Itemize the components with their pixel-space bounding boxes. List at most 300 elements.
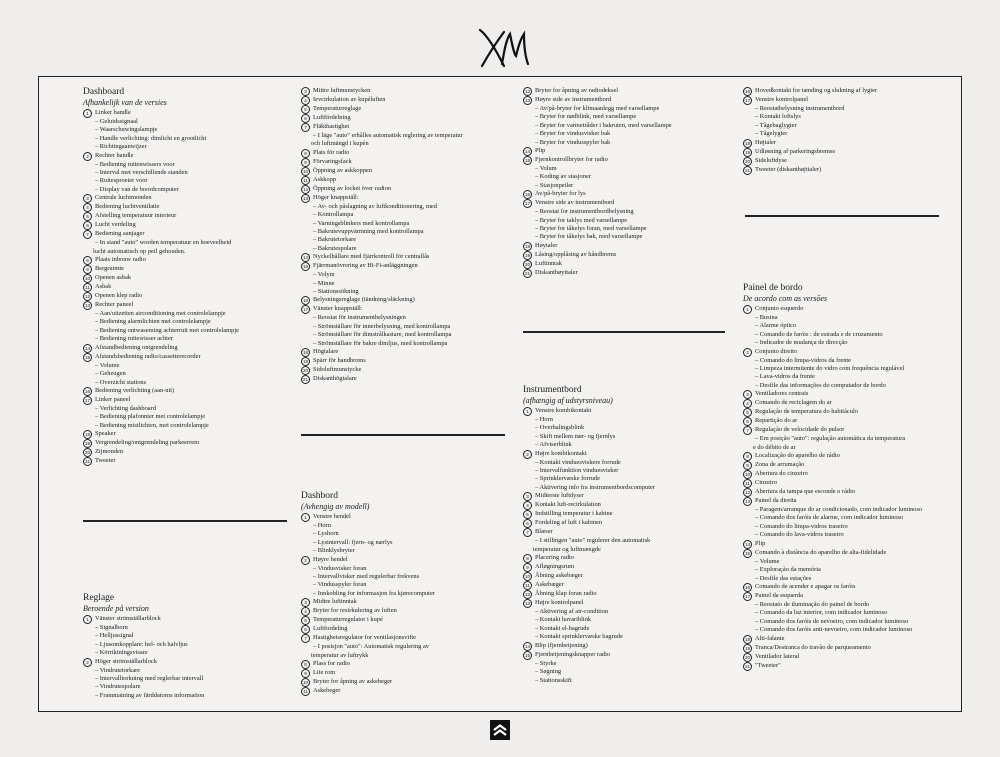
item-number-badge: 2	[83, 658, 92, 667]
item-label: Localização do aparelho de rádio	[755, 452, 840, 460]
item-number-badge: 20	[302, 368, 309, 374]
legend-item	[523, 554, 735, 563]
legend-item	[743, 96, 955, 105]
item-label: Askkopp	[313, 175, 337, 183]
item-number-badge: 7	[743, 426, 752, 435]
legend-item	[83, 396, 295, 405]
item-subentry: – Aktivering info fra instrumentbordscomputer	[523, 484, 735, 492]
item-number-badge: 11	[301, 687, 310, 696]
item-subentry: – Lyshorn	[301, 530, 513, 538]
legend-item	[83, 283, 295, 292]
legend-item	[743, 166, 955, 175]
item-label: Låsing/opplåsing av håndbrems	[535, 250, 617, 258]
item-label: Av/på-bryter for lys	[535, 190, 586, 198]
item-label: Openen asbak	[95, 274, 132, 282]
item-number-badge: 4	[83, 203, 92, 212]
legend-item	[83, 457, 295, 466]
xm-logo	[474, 26, 534, 70]
legend-item	[743, 635, 955, 644]
item-label: Asbak	[95, 283, 112, 291]
item-label: Bediening verlichting (aan-uit)	[95, 386, 175, 394]
item-number-badge: 1	[83, 109, 92, 118]
item-label: Temperaturreglage	[313, 105, 362, 112]
item-number-badge: 16	[744, 584, 751, 590]
item-label: Tweeter	[95, 457, 116, 465]
item-subentry: – Minne	[301, 280, 513, 288]
item-number-badge: 7	[301, 634, 310, 643]
section-subtitle: Beroende på version	[83, 604, 149, 613]
item-label: Afstandbediening ontgrendeling	[95, 343, 178, 351]
item-number-badge: 3	[301, 598, 310, 607]
item-subentry: – Lava-vidros da frente	[743, 373, 955, 381]
section-subtitle: De acordo com as versões	[743, 294, 828, 303]
legend-item	[743, 644, 955, 653]
item-label: Fjernbetjeningsknapper radio	[535, 650, 611, 658]
item-subentry: – Desfile das estações	[743, 575, 955, 583]
item-label: Linker handle	[95, 109, 131, 116]
item-label: Blip (fjernbetjening)	[535, 641, 588, 649]
item-subentry: – Stationssökning	[301, 288, 513, 296]
legend-item	[523, 242, 735, 251]
item-label: Mittre luftmunstycken	[313, 87, 371, 94]
item-subentry: – Vindrutetorkare	[83, 667, 295, 675]
item-number-badge: 5	[301, 105, 310, 114]
item-label: Öppning av locket över radion	[313, 184, 392, 192]
legend-section	[523, 385, 735, 685]
item-subentry: – Ljusomkopplare: hel- och halvljus	[83, 641, 295, 649]
item-label: Ventiladores centrais	[755, 390, 809, 398]
legend-item	[301, 357, 513, 366]
legend-item	[301, 305, 513, 314]
item-subentry: – Innkobling for informasjon fra kjørecomputer	[301, 590, 513, 598]
item-number-badge: 6	[301, 625, 310, 634]
item-number-badge: 15	[524, 158, 531, 164]
legend-item	[301, 625, 513, 634]
item-number-badge: 15	[302, 264, 309, 270]
item-number-badge: 21	[524, 270, 531, 276]
item-label: Repartição do ar	[755, 417, 798, 425]
legend-item	[83, 203, 295, 212]
item-label: Regulação de temperatura do habitáculo	[755, 408, 858, 416]
item-number-badge: 6	[743, 417, 752, 426]
legend-item	[743, 305, 955, 314]
item-label: Udløsning af parkeringsbremse	[755, 147, 836, 155]
item-subentry: – Strömställare för innerbelysning, med kontrollampa	[301, 323, 513, 331]
item-label: Rechter handle	[95, 151, 134, 159]
legend-item	[83, 439, 295, 448]
legend-frame	[38, 76, 962, 712]
item-number-badge: 2	[743, 348, 752, 357]
item-number-badge: 8	[83, 256, 92, 265]
item-subentry: – Comando do limpa-vidros da frente	[743, 357, 955, 365]
section-title: Dashboard	[83, 87, 125, 97]
legend-item	[523, 642, 735, 651]
item-subentry: – Bryter for nødblink, med varsellampe	[523, 113, 735, 121]
legend-item	[743, 399, 955, 408]
item-number-badge: 19	[744, 149, 751, 155]
item-label: Afstelling temperatuur interieur	[95, 212, 177, 220]
item-number-badge: 14	[302, 255, 309, 261]
legend-item	[523, 492, 735, 501]
legend-item	[301, 687, 513, 696]
item-number-badge: 19	[744, 645, 751, 651]
item-number-badge: 4	[523, 501, 532, 510]
item-subentry: – Ruitesproeier voor	[83, 177, 295, 185]
item-label: Midterste luftdyser	[535, 492, 584, 500]
item-number-badge: 10	[84, 276, 91, 282]
legend-section	[743, 87, 955, 175]
item-label: Höger strömställarblock	[95, 657, 157, 665]
legend-item	[523, 501, 735, 510]
item-subentry: – Handle verlichting: dimlicht en grootlicht	[83, 135, 295, 143]
item-subentry: – Tågebaglygter	[743, 122, 955, 130]
legend-item	[83, 212, 295, 221]
item-number-badge: 9	[83, 265, 92, 274]
item-subentry: – Em posição "auto": regulação automática da temperatura	[743, 435, 955, 443]
item-number-badge: 9	[743, 461, 752, 470]
item-number-badge: 11	[83, 283, 92, 292]
item-subentry: – Waarschuwingslampje	[83, 126, 295, 134]
item-label: Bryter for åpning av radiodeksel	[535, 87, 619, 94]
legend-item	[83, 448, 295, 457]
legend-item	[301, 185, 513, 194]
legend-item	[301, 556, 513, 565]
item-number-badge: 9	[301, 158, 310, 167]
item-subentry: – Volum	[523, 165, 735, 173]
section-subtitle: (Avhengig av modell)	[301, 502, 370, 511]
item-label: Askebæger	[535, 581, 564, 589]
item-subentry: – Bryter for vindusspyler bak	[523, 139, 735, 147]
item-number-badge: 4	[301, 96, 310, 105]
legend-item	[83, 430, 295, 439]
item-number-badge: 3	[523, 492, 532, 501]
item-subentry: – Comando do lava-vidros traseiro	[743, 531, 955, 539]
legend-item	[743, 461, 955, 470]
item-label: Venstre kontrolpanel	[755, 96, 809, 103]
item-subentry: – Vindrutespolare	[83, 683, 295, 691]
legend-item	[743, 148, 955, 157]
item-number-badge: 5	[743, 408, 752, 417]
legend-item	[743, 452, 955, 461]
item-label: Alti-falante	[755, 634, 785, 642]
item-number-badge: 19	[524, 252, 531, 258]
item-label: Fläkthastighet	[313, 123, 350, 130]
item-label: Öppning av askkoppen	[313, 166, 372, 174]
item-subentry: – Volym	[301, 271, 513, 279]
item-label: Förvaringsfack	[313, 157, 352, 165]
item-label: Plip	[535, 147, 546, 155]
item-label: Luftfordeling	[313, 625, 348, 633]
item-subentry: – Blinklysbryter	[301, 547, 513, 555]
item-subentry: – Bediening ontwaseming achterruit met controlelampje	[83, 327, 295, 335]
item-label: Zona de arrumação	[755, 461, 805, 469]
item-label: Høyre hendel	[313, 555, 348, 563]
item-number-badge: 13	[744, 499, 751, 505]
legend-item	[523, 510, 735, 519]
legend-item	[83, 194, 295, 203]
item-label: Højre kontrolpanel	[535, 599, 584, 607]
item-label: Nyckelhållare med fjärrkontroll för centrallås	[313, 253, 430, 261]
legend-section	[523, 87, 735, 278]
item-number-badge: 13	[302, 195, 309, 201]
item-label: Painel da esquerda	[755, 591, 803, 599]
legend-item	[83, 301, 295, 310]
legend-item	[301, 598, 513, 607]
legend-item	[301, 123, 513, 132]
item-number-badge: 18	[744, 636, 751, 642]
item-label: Painel da direita	[755, 497, 797, 505]
item-subentry: – Aan/uitzetten airconditioning met controlelampje	[83, 310, 295, 318]
item-subentry: – I stillingen "auto" regulerer den automatisk	[523, 537, 735, 545]
item-number-badge: 17	[84, 397, 91, 403]
item-number-badge: 21	[84, 459, 91, 465]
item-continuation: och luftmängd i kupén	[311, 140, 369, 148]
item-label: Afstandsbediening radio/cassetterecorder	[95, 352, 201, 360]
item-label: Bryter for resirkulering av luften	[313, 607, 397, 615]
legend-item	[301, 262, 513, 271]
item-number-badge: 2	[301, 556, 310, 565]
item-label: Vänster knappställ:	[313, 305, 363, 313]
item-subentry: – Körriktningsvisare	[83, 649, 295, 657]
item-subentry: – Comando dos faróis anti-nevoeiro, com indicador luminoso	[743, 626, 955, 634]
item-label: Ventilador lateral	[755, 652, 800, 660]
legend-item	[301, 176, 513, 185]
legend-item	[743, 417, 955, 426]
item-subentry: – Comando dos faróis de nevoeiro, com indicador luminoso	[743, 618, 955, 626]
item-label: Spärr för handbroms	[313, 357, 366, 365]
item-subentry: – Bakrutetorkare	[301, 236, 513, 244]
item-label: Sideluftdyse	[755, 156, 787, 164]
item-continuation: temperatur av luftrykk	[311, 651, 369, 659]
item-subentry: – Comando de faróis : de estrada e de cruzamento	[743, 331, 955, 339]
legend-item	[743, 470, 955, 479]
item-label: Plaats inbouw radio	[95, 256, 146, 264]
item-number-badge: 17	[302, 307, 309, 313]
item-subentry: – Limpeza intermitente do vidro com frequência regulável	[743, 365, 955, 373]
item-subentry: – Overzicht stations	[83, 379, 295, 387]
item-label: Rechter paneel	[95, 301, 134, 309]
item-label: Cinzeiro	[755, 479, 778, 487]
item-label: "Tweeter"	[755, 661, 781, 669]
item-label: Comando de acender e apagar os faróis	[755, 582, 856, 590]
item-label: Linker paneel	[95, 395, 131, 403]
item-number-badge: 12	[302, 186, 309, 192]
item-number-badge: 15	[524, 652, 531, 658]
legend-item	[523, 450, 735, 459]
section-title: Instrumentbord	[523, 385, 582, 395]
legend-item	[301, 114, 513, 123]
divider-rule	[301, 434, 505, 436]
item-label: Höger knappställ:	[313, 193, 359, 201]
item-number-badge: 5	[523, 510, 532, 519]
item-label: Högtalare	[313, 348, 339, 356]
legend-item	[301, 194, 513, 203]
legend-item	[523, 269, 735, 278]
item-subentry: – Bakrutevuppvärmning med kontrollampa	[301, 228, 513, 236]
legend-item	[301, 607, 513, 616]
item-subentry: – Helljussignal	[83, 632, 295, 640]
legend-item	[523, 528, 735, 537]
item-number-badge: 7	[523, 528, 532, 537]
item-number-badge: 14	[744, 541, 751, 547]
item-label: Tranca/Destranca do travão de parqueamento	[755, 643, 871, 651]
item-subentry: – Kontrollampa	[301, 211, 513, 219]
item-label: Conjunto esquerdo	[755, 305, 804, 312]
item-number-badge: 6	[523, 519, 532, 528]
item-number-badge: 16	[84, 388, 91, 394]
legend-item	[301, 634, 513, 643]
item-label: Fjärrmanövrering av Hi-Fi-anläggningen	[313, 262, 418, 270]
legend-item	[301, 669, 513, 678]
legend-section	[743, 283, 955, 671]
item-label: Højtaler	[755, 138, 776, 146]
item-label: Abertura da tampa que esconde o rádio	[755, 488, 856, 496]
item-subentry: – Reostat for instrumentbordbelysning	[523, 208, 735, 216]
item-number-badge: 10	[302, 168, 309, 174]
legend-item	[83, 274, 295, 283]
item-number-badge: 4	[743, 399, 752, 408]
item-subentry: – Reostat för instrumentbelysningen	[301, 314, 513, 322]
item-number-badge: 6	[301, 114, 310, 123]
divider-rule	[745, 215, 939, 217]
legend-section	[301, 87, 513, 384]
legend-item	[523, 147, 735, 156]
item-label: Luftinntak	[535, 259, 562, 267]
item-number-badge: 5	[83, 212, 92, 221]
item-label: Fjernkontrollbryter for radio	[535, 156, 608, 164]
legend-item	[743, 87, 955, 96]
section-title: Dashbord	[301, 491, 338, 501]
item-number-badge: 21	[744, 663, 751, 669]
legend-item	[743, 426, 955, 435]
legend-item	[743, 540, 955, 549]
legend-item	[743, 662, 955, 671]
legend-item	[523, 190, 735, 199]
legend-item	[301, 513, 513, 522]
legend-item	[301, 167, 513, 176]
legend-item	[301, 87, 513, 96]
item-number-badge: 16	[524, 192, 531, 198]
item-label: Lite rom	[313, 669, 336, 677]
item-subentry: – Bediening alarmlichten met controlelampje	[83, 318, 295, 326]
legend-item	[523, 563, 735, 572]
item-label: Comando de reciclagem do ar	[755, 399, 832, 407]
item-label: Abertura do cinzeiro	[755, 470, 808, 478]
item-label: Bediening aanjager	[95, 230, 145, 238]
item-number-badge: 18	[302, 350, 309, 356]
item-subentry: – Bakrutespolare	[301, 245, 513, 253]
item-subentry: – Reostatbelysning instrumentbord	[743, 105, 955, 113]
item-subentry: – Comando da luz interior, com indicador luminoso	[743, 609, 955, 617]
legend-item	[83, 615, 295, 624]
item-number-badge: 1	[301, 513, 310, 522]
legend-item	[83, 256, 295, 265]
item-label: Kontakt luft-recirkulation	[535, 501, 601, 509]
item-number-badge: 8	[743, 452, 752, 461]
divider-rule	[523, 331, 725, 333]
item-number-badge: 11	[523, 581, 532, 590]
item-number-badge: 20	[84, 450, 91, 456]
item-label: Luftfördelning	[313, 114, 351, 121]
item-subentry: – Bediening ruitewisser achter	[83, 335, 295, 343]
item-label: Askebeger	[313, 687, 341, 695]
legend-item	[743, 549, 955, 558]
legend-item	[523, 599, 735, 608]
legend-item	[743, 497, 955, 506]
item-number-badge: 8	[523, 554, 532, 563]
legend-item	[83, 344, 295, 353]
item-subentry: – Bediening mistlichten, met controlelampje	[83, 422, 295, 430]
item-label: Openen klep radio	[95, 292, 143, 300]
item-number-badge: 11	[301, 176, 310, 185]
item-number-badge: 16	[302, 298, 309, 304]
item-subentry: – Styrke	[523, 660, 735, 668]
legend-item	[83, 221, 295, 230]
legend-item	[83, 109, 295, 118]
item-number-badge: 10	[744, 472, 751, 478]
legend-item	[523, 156, 735, 165]
legend-item	[743, 390, 955, 399]
item-number-badge: 14	[84, 345, 91, 351]
item-number-badge: 4	[301, 607, 310, 616]
item-label: Centrale luchtmonden	[95, 194, 152, 202]
item-subentry: – Kontakt loftslys	[743, 113, 955, 121]
item-number-badge: 18	[524, 243, 531, 249]
item-number-badge: 7	[83, 230, 92, 239]
legend-item	[743, 479, 955, 488]
item-label: Blæser	[535, 528, 553, 536]
item-number-badge: 6	[83, 221, 92, 230]
item-number-badge: 20	[524, 261, 531, 267]
legend-item	[83, 387, 295, 396]
legend-section	[83, 593, 295, 700]
item-number-badge: 20	[744, 158, 751, 164]
legend-item	[523, 251, 735, 260]
item-number-badge: 1	[743, 305, 752, 314]
item-label: Sidoluftmunstycke	[313, 366, 362, 374]
legend-item	[523, 519, 735, 528]
item-label: Belysningsreglage (tändning/släckning)	[313, 296, 415, 304]
item-label: Midtre luftinntak	[313, 598, 357, 606]
item-label: Bediening luchtventilatie	[95, 203, 160, 211]
item-subentry: – Aktivering af air-condition	[523, 608, 735, 616]
item-subentry: – Varningsblinkers med kontrollampa	[301, 220, 513, 228]
item-subentry: – Richtingaanwijzer	[83, 143, 295, 151]
legend-item	[743, 583, 955, 592]
item-subentry: – Vindusspyler foran	[301, 581, 513, 589]
legend-item	[523, 407, 735, 416]
legend-item	[83, 152, 295, 161]
item-label: Plip	[755, 539, 766, 547]
item-label: Lucht verdeling	[95, 221, 136, 229]
item-subentry: – Afviserblink	[523, 441, 735, 449]
item-number-badge: 21	[744, 167, 751, 173]
legend-item	[301, 158, 513, 167]
item-number-badge: 18	[84, 432, 91, 438]
item-label: Zijmonden	[95, 448, 124, 456]
item-label: Indstilling temperatur i kabine	[535, 510, 613, 518]
item-label: Regulação de velocidade do pulsor	[755, 426, 845, 434]
legend-item	[301, 253, 513, 262]
legend-item	[743, 488, 955, 497]
item-number-badge: 12	[524, 592, 531, 598]
legend-item	[301, 678, 513, 687]
item-subentry: – Frammatning av färddatorns information	[83, 692, 295, 700]
item-subentry: – Koding av stasjoner	[523, 173, 735, 181]
item-number-badge: 12	[524, 89, 531, 94]
item-continuation: temperatur og luftmængde	[533, 545, 601, 553]
item-subentry: – Av/på-bryter for klimaanlegg med varsellampe	[523, 105, 735, 113]
